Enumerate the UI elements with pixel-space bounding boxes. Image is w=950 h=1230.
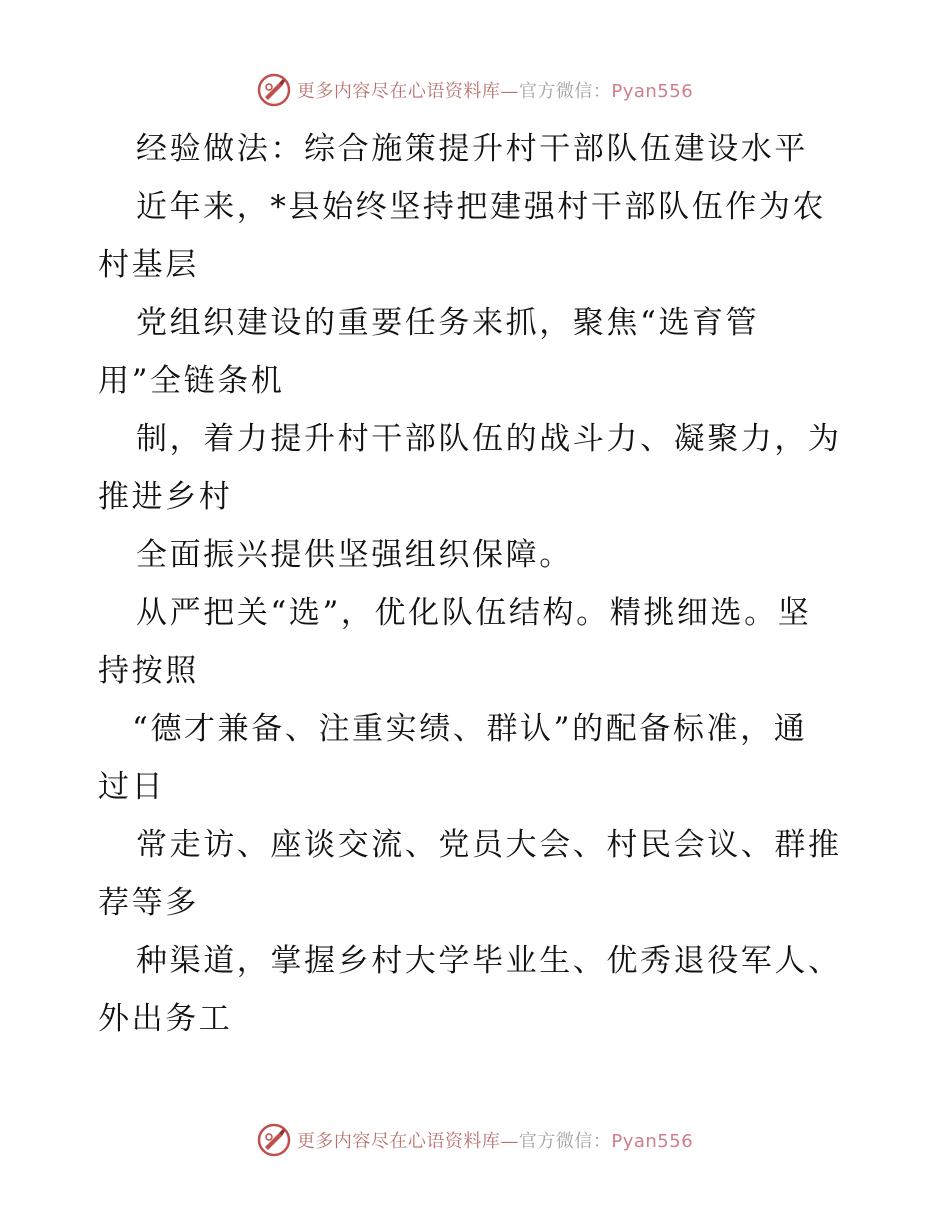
doc-line: 全面振兴提供坚强组织保障。 [136,537,573,573]
pen-logo-icon [257,73,291,107]
watermark-text [297,1127,693,1153]
doc-line: 推进乡村 [98,479,233,515]
watermark-text [297,77,693,103]
doc-line: 用”全链条机 [98,363,285,399]
doc-line: 村基层 [98,247,199,283]
doc-line: 常走访、座谈交流、党员大会、村民会议、群推 [136,827,842,863]
doc-line: 种渠道，掌握乡村大学毕业生、优秀退役军人、 [136,943,842,979]
doc-line: “德才兼备、注重实绩、群认”的配备标准，通 [132,711,808,747]
watermark-main: 更多内容尽在心语资料库 [296,1131,501,1152]
pen-logo-icon [257,1123,291,1157]
doc-line: 过日 [98,769,166,805]
doc-line: 外出务工 [98,1001,233,1037]
watermark-wechat-label: 官方微信： [518,81,612,102]
doc-line: 近年来，*县始终坚持把建强村干部队伍作为农 [136,189,827,225]
watermark-wechat-id: Pyan556 [611,1131,694,1152]
footer-watermark [0,1120,950,1160]
doc-line: 持按照 [98,653,199,689]
watermark-dash: — [500,1131,519,1152]
watermark-wechat-id: Pyan556 [611,81,694,102]
watermark-main: 更多内容尽在心语资料库 [296,81,501,102]
watermark-dash: — [500,81,519,102]
watermark-wechat-label: 官方微信： [518,1131,612,1152]
doc-title: 经验做法：综合施策提升村干部队伍建设水平 [136,131,808,167]
header-watermark [0,70,950,110]
doc-line: 荐等多 [98,885,199,921]
document-body [98,120,858,1048]
doc-line: 党组织建设的重要任务来抓，聚焦“选育管 [136,305,760,341]
doc-line: 制，着力提升村干部队伍的战斗力、凝聚力，为 [136,421,842,457]
doc-line: 从严把关“选”，优化队伍结构。精挑细选。坚 [136,595,812,631]
